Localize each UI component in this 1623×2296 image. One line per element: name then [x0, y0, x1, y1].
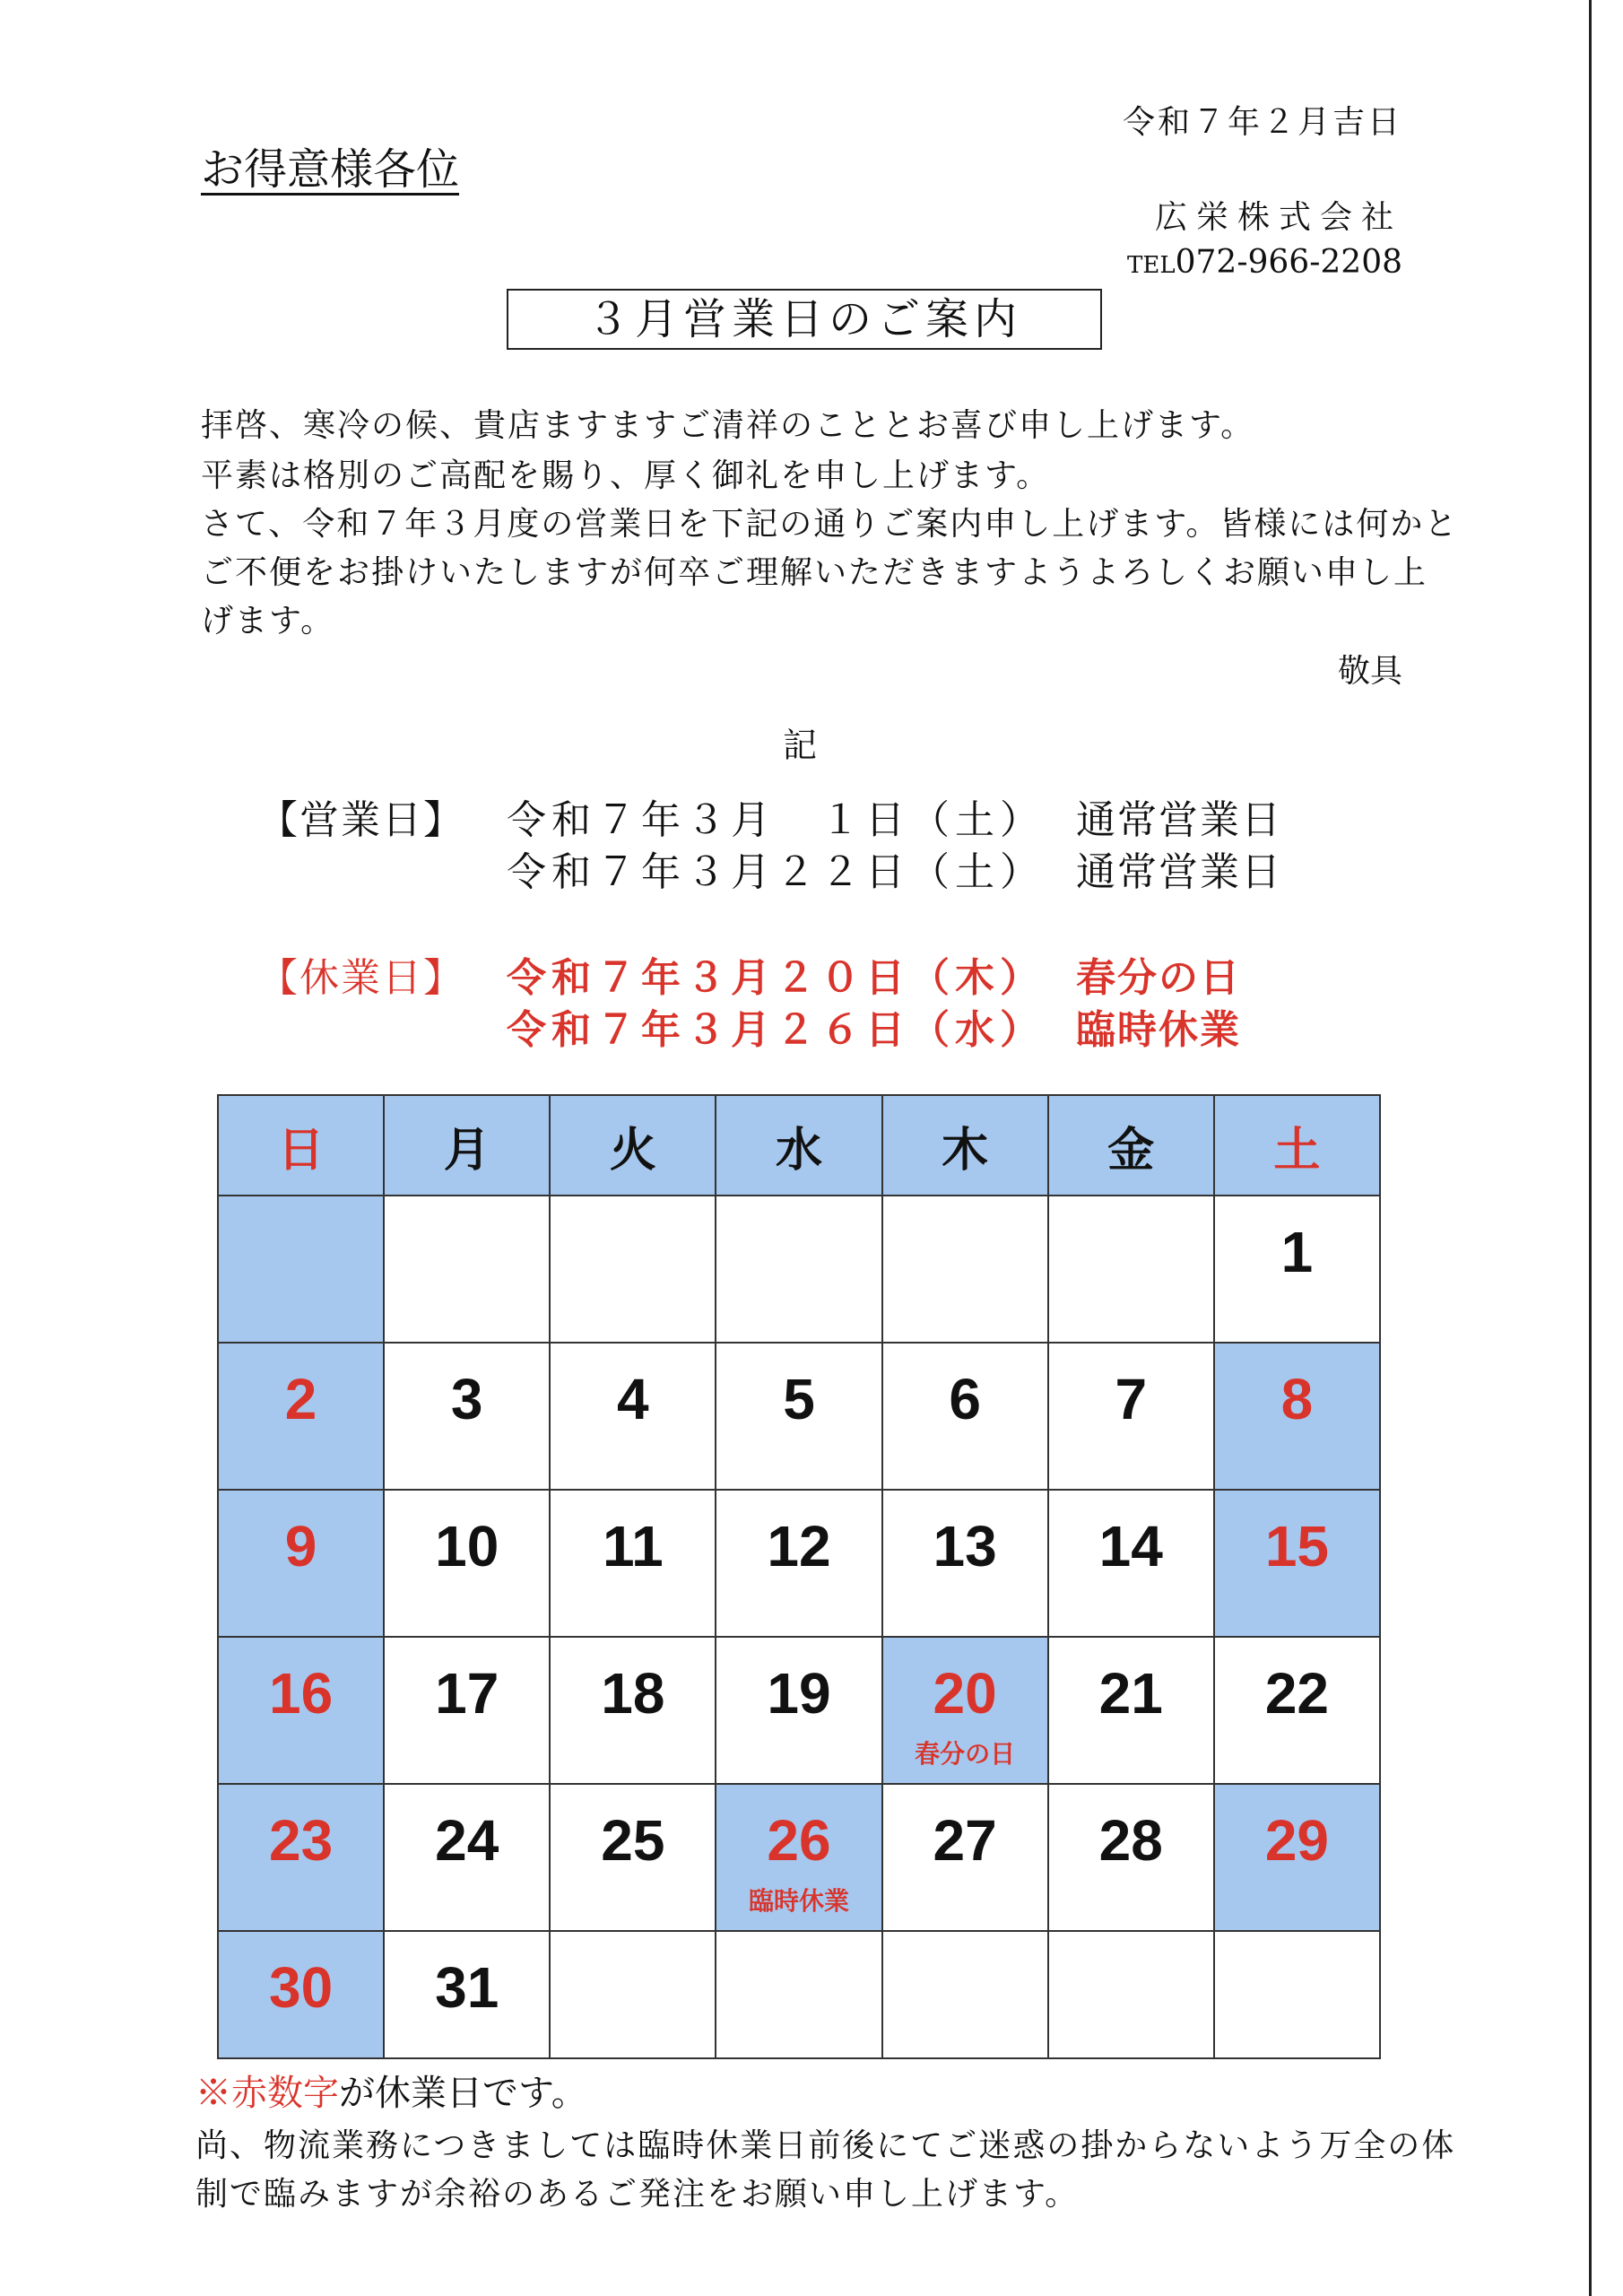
day-number: 4 — [617, 1367, 649, 1431]
day-number: 18 — [601, 1661, 665, 1726]
calendar-cell — [550, 1343, 716, 1490]
holiday-note: 臨時休業 — [748, 1886, 849, 1916]
day-number: 22 — [1264, 1661, 1330, 1726]
calendar-week — [218, 1931, 1380, 2058]
calendar-cell — [1048, 1490, 1214, 1637]
day-number: 2 — [284, 1367, 317, 1431]
business-day-date-1: 令和７年３月 １日（土） — [507, 797, 1045, 843]
company-tel — [1127, 244, 1402, 281]
legend-rest-text: が休業日です。 — [339, 2073, 587, 2114]
day-number: 8 — [1280, 1367, 1314, 1431]
body-line-3: さて、令和７年３月度の営業日を下記の通りご案内申し上げます。皆様には何かと — [201, 506, 1459, 543]
day-number: 11 — [603, 1514, 664, 1578]
calendar-cell — [716, 1931, 881, 2058]
calendar-cell — [384, 1196, 550, 1343]
calendar-cell — [550, 1490, 716, 1637]
calendar-cell — [716, 1637, 881, 1784]
recipient: お得意様各位 — [201, 144, 460, 195]
calendar-cell — [716, 1196, 881, 1343]
calendar-cell — [1048, 1637, 1214, 1784]
ki-heading: 記 — [783, 726, 818, 765]
calendar-cell — [384, 1490, 550, 1637]
footer-line-1: 尚、物流業務につきましては臨時休業日前後にてご迷惑の掛からないよう万全の体 — [195, 2127, 1456, 2164]
weekday-header-fri: 金 — [1048, 1095, 1214, 1196]
day-number: 5 — [783, 1367, 815, 1431]
tel-label: TEL — [1127, 252, 1176, 279]
closing: 敬具 — [1337, 653, 1402, 690]
business-day-note-2: 通常営業日 — [1076, 849, 1282, 895]
calendar-cell-holiday — [882, 1637, 1048, 1784]
day-number: 15 — [1264, 1514, 1330, 1578]
document-title: ３月営業日のご案内 — [507, 289, 1102, 350]
calendar-cell — [1214, 1196, 1380, 1343]
day-number: 24 — [435, 1808, 499, 1873]
day-number: 30 — [268, 1955, 334, 2020]
business-day-label: 【営業日】 — [258, 797, 464, 843]
calendar-cell — [384, 1931, 550, 2058]
holiday-note: 春分の日 — [915, 1739, 1016, 1769]
closed-day-label: 【休業日】 — [258, 955, 464, 1001]
calendar-week — [218, 1343, 1380, 1490]
calendar-cell-holiday — [1214, 1490, 1380, 1637]
day-number: 14 — [1098, 1514, 1163, 1578]
calendar-cell — [384, 1637, 550, 1784]
closed-day-note-1: 春分の日 — [1076, 955, 1241, 1001]
business-day-date-2: 令和７年３月２２日（土） — [507, 849, 1045, 895]
body-line-4: ご不便をお掛けいたしますが何卒ご理解いただきますようよろしくお願い申し上 — [201, 554, 1428, 591]
weekday-header-sun: 日 — [218, 1095, 384, 1196]
calendar-cell — [1214, 1637, 1380, 1784]
day-number: 17 — [435, 1661, 499, 1726]
day-number: 3 — [450, 1367, 483, 1431]
calendar-week — [218, 1784, 1380, 1931]
day-number: 31 — [435, 1955, 499, 2020]
day-number: 21 — [1098, 1661, 1163, 1726]
calendar-cell — [550, 1637, 716, 1784]
calendar-cell-holiday — [218, 1784, 384, 1931]
legend-red-text: ※赤数字 — [195, 2073, 339, 2114]
calendar-cell-holiday — [218, 1490, 384, 1637]
day-number: 20 — [933, 1661, 997, 1726]
day-number: 25 — [601, 1808, 665, 1873]
calendar-cell — [384, 1343, 550, 1490]
calendar-cell — [1048, 1784, 1214, 1931]
day-number: 29 — [1264, 1808, 1330, 1873]
calendar-header-row — [218, 1095, 1380, 1196]
footer-line-2: 制で臨みますが余裕のあるご発注をお願い申し上げます。 — [195, 2176, 1080, 2213]
day-number: 23 — [268, 1808, 334, 1873]
calendar-cell — [550, 1931, 716, 2058]
calendar-cell — [550, 1196, 716, 1343]
day-number: 9 — [284, 1514, 317, 1578]
calendar-cell — [1048, 1343, 1214, 1490]
tel-number: 072-966-2208 — [1175, 244, 1402, 281]
day-number: 28 — [1098, 1808, 1163, 1873]
day-number: 13 — [933, 1514, 997, 1578]
calendar-cell — [716, 1343, 881, 1490]
calendar-cell — [882, 1490, 1048, 1637]
calendar-cell-holiday — [1214, 1784, 1380, 1931]
calendar-cell — [882, 1931, 1048, 2058]
calendar-cell — [384, 1784, 550, 1931]
day-number: 6 — [949, 1367, 981, 1431]
calendar-cell-holiday — [218, 1637, 384, 1784]
calendar-cell — [218, 1196, 384, 1343]
day-number: 7 — [1115, 1367, 1148, 1431]
calendar-cell-holiday — [218, 1931, 384, 2058]
calendar-week — [218, 1637, 1380, 1784]
closed-day-date-2: 令和７年３月２６日（水） — [507, 1007, 1045, 1053]
calendar-cell — [1048, 1196, 1214, 1343]
day-number: 19 — [767, 1661, 831, 1726]
closed-day-date-1: 令和７年３月２０日（木） — [507, 955, 1045, 1001]
calendar-cell — [716, 1490, 881, 1637]
calendar-cell — [1214, 1931, 1380, 2058]
day-number: 26 — [767, 1808, 831, 1873]
body-line-1: 拝啓、寒冷の候、貴店ますますご清祥のこととお喜び申し上げます。 — [201, 407, 1255, 444]
weekday-header-wed: 水 — [716, 1095, 881, 1196]
calendar-cell — [1048, 1931, 1214, 2058]
day-number: 16 — [268, 1661, 334, 1726]
day-number: 10 — [435, 1514, 499, 1578]
calendar-week — [218, 1490, 1380, 1637]
body-line-2: 平素は格別のご高配を賜り、厚く御礼を申し上げます。 — [201, 457, 1051, 494]
calendar-legend — [195, 2065, 587, 2116]
weekday-header-thu: 木 — [882, 1095, 1048, 1196]
page-edge — [1589, 0, 1592, 2296]
business-day-note-1: 通常営業日 — [1076, 797, 1282, 843]
calendar-cell-holiday — [716, 1784, 881, 1931]
day-number: 12 — [767, 1514, 831, 1578]
calendar-cell — [882, 1196, 1048, 1343]
calendar-cell — [882, 1343, 1048, 1490]
calendar-cell — [882, 1784, 1048, 1931]
weekday-header-tue: 火 — [550, 1095, 716, 1196]
day-number: 27 — [933, 1808, 997, 1873]
body-line-5: げます。 — [201, 603, 335, 639]
march-calendar — [217, 1094, 1381, 2059]
weekday-header-sat: 土 — [1214, 1095, 1380, 1196]
closed-day-note-2: 臨時休業 — [1076, 1007, 1241, 1053]
calendar-week — [218, 1196, 1380, 1343]
document-date: 令和７年２月吉日 — [1122, 104, 1402, 141]
calendar-cell — [550, 1784, 716, 1931]
day-number: 1 — [1280, 1220, 1314, 1284]
calendar-cell-holiday — [1214, 1343, 1380, 1490]
calendar-cell-holiday — [218, 1343, 384, 1490]
company-name: 広栄株式会社 — [1154, 199, 1402, 236]
weekday-header-mon: 月 — [384, 1095, 550, 1196]
